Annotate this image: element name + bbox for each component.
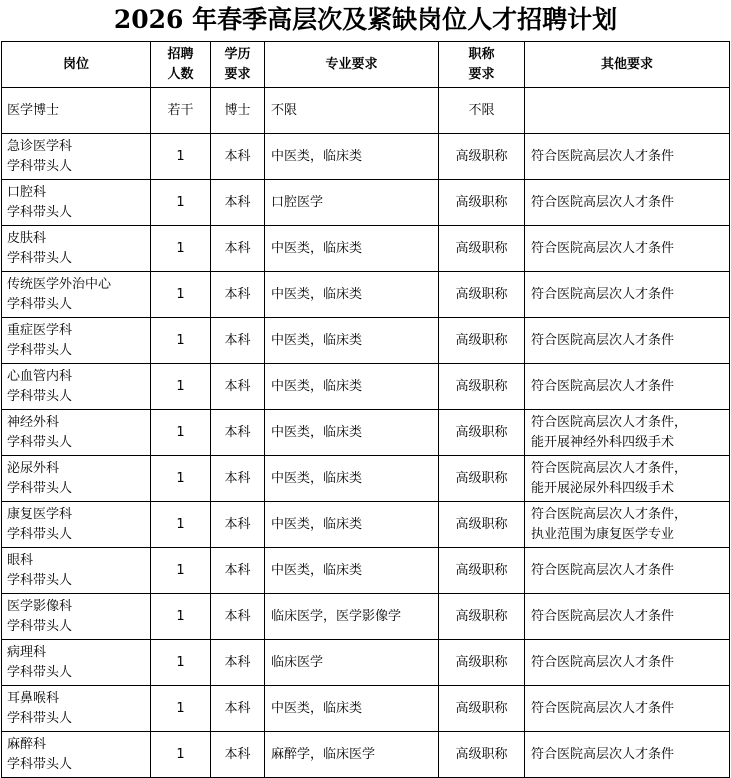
cell-education bbox=[211, 594, 265, 640]
cell-other-text: 符合医院高层次人才条件 bbox=[531, 654, 675, 670]
cell-title-rank bbox=[439, 732, 525, 778]
cell-major-text: 口腔医学 bbox=[271, 194, 324, 210]
cell-position-text: 口腔科 bbox=[7, 184, 47, 200]
cell-title-rank-text: 高级职称 bbox=[455, 286, 508, 302]
cell-other-text: 执业范围为康复医学专业 bbox=[531, 526, 675, 542]
cell-count bbox=[151, 318, 211, 364]
table-row bbox=[2, 364, 730, 410]
recruitment-table bbox=[1, 41, 730, 778]
cell-other-text: 能开展泌尿外科四级手术 bbox=[531, 480, 675, 496]
cell-major bbox=[265, 502, 439, 548]
cell-count bbox=[151, 180, 211, 226]
header-position: 岗位 bbox=[2, 42, 151, 88]
cell-other bbox=[525, 502, 730, 548]
cell-other bbox=[525, 364, 730, 410]
cell-major bbox=[265, 410, 439, 456]
cell-education-text: 本科 bbox=[224, 194, 251, 210]
cell-major-text: 中医类，临床类 bbox=[271, 470, 363, 486]
cell-position-text: 医学博士 bbox=[7, 102, 60, 118]
cell-position-text: 学科带头人 bbox=[7, 480, 73, 496]
cell-title-rank bbox=[439, 134, 525, 180]
cell-education-text: 本科 bbox=[224, 378, 251, 394]
cell-title-rank-text: 高级职称 bbox=[455, 516, 508, 532]
table-row bbox=[2, 502, 730, 548]
cell-education-text: 本科 bbox=[224, 470, 251, 486]
cell-title-rank bbox=[439, 88, 525, 134]
cell-other-text: 符合医院高层次人才条件， bbox=[531, 460, 688, 476]
cell-major-text: 中医类，临床类 bbox=[271, 332, 363, 348]
cell-education bbox=[211, 410, 265, 456]
cell-position-text: 心血管内科 bbox=[7, 368, 73, 384]
cell-count-text: 1 bbox=[176, 516, 185, 532]
cell-count-text: 1 bbox=[176, 700, 185, 716]
cell-position-text: 学科带头人 bbox=[7, 204, 73, 220]
cell-position-text: 学科带头人 bbox=[7, 618, 73, 634]
cell-other-text: 符合医院高层次人才条件 bbox=[531, 194, 675, 210]
cell-position-text: 医学影像科 bbox=[7, 598, 73, 614]
cell-title-rank bbox=[439, 456, 525, 502]
cell-count bbox=[151, 456, 211, 502]
document-title: 2026 年春季高层次及紧缺岗位人才招聘计划 bbox=[113, 5, 618, 34]
cell-count-text: 1 bbox=[176, 194, 185, 210]
cell-major bbox=[265, 134, 439, 180]
cell-title-rank-text: 高级职称 bbox=[455, 746, 508, 762]
cell-position-text: 传统医学外治中心 bbox=[7, 276, 112, 292]
cell-position-text: 学科带头人 bbox=[7, 434, 73, 450]
cell-title-rank-text: 高级职称 bbox=[455, 424, 508, 440]
cell-title-rank-text: 高级职称 bbox=[455, 654, 508, 670]
cell-title-rank bbox=[439, 548, 525, 594]
cell-major bbox=[265, 640, 439, 686]
cell-title-rank-text: 高级职称 bbox=[455, 608, 508, 624]
cell-count bbox=[151, 548, 211, 594]
cell-other bbox=[525, 640, 730, 686]
cell-major bbox=[265, 272, 439, 318]
cell-count bbox=[151, 732, 211, 778]
cell-education bbox=[211, 548, 265, 594]
cell-position bbox=[2, 548, 151, 594]
table-row bbox=[2, 88, 730, 134]
cell-other bbox=[525, 134, 730, 180]
cell-major-text: 麻醉学，临床医学 bbox=[271, 746, 376, 762]
cell-major-text: 临床医学 bbox=[271, 654, 324, 670]
cell-major bbox=[265, 88, 439, 134]
cell-other bbox=[525, 180, 730, 226]
cell-title-rank-text: 高级职称 bbox=[455, 378, 508, 394]
cell-title-rank bbox=[439, 226, 525, 272]
cell-major-text: 中医类，临床类 bbox=[271, 424, 363, 440]
cell-title-rank bbox=[439, 410, 525, 456]
cell-position bbox=[2, 456, 151, 502]
cell-major bbox=[265, 594, 439, 640]
cell-title-rank-text: 高级职称 bbox=[455, 700, 508, 716]
cell-education-text: 本科 bbox=[224, 746, 251, 762]
table-row bbox=[2, 548, 730, 594]
cell-major-text: 中医类，临床类 bbox=[271, 148, 363, 164]
cell-position bbox=[2, 640, 151, 686]
cell-title-rank bbox=[439, 502, 525, 548]
cell-position bbox=[2, 686, 151, 732]
cell-other-text: 符合医院高层次人才条件， bbox=[531, 506, 688, 522]
table-row bbox=[2, 226, 730, 272]
cell-education-text: 本科 bbox=[224, 240, 251, 256]
table-row bbox=[2, 180, 730, 226]
cell-count-text: 1 bbox=[176, 562, 185, 578]
cell-other-text: 符合医院高层次人才条件 bbox=[531, 286, 675, 302]
cell-other bbox=[525, 410, 730, 456]
cell-major bbox=[265, 456, 439, 502]
cell-education bbox=[211, 686, 265, 732]
cell-position-text: 学科带头人 bbox=[7, 342, 73, 358]
cell-other-text: 符合医院高层次人才条件 bbox=[531, 700, 675, 716]
cell-other bbox=[525, 88, 730, 134]
header-row bbox=[2, 42, 730, 88]
cell-other bbox=[525, 686, 730, 732]
cell-position-text: 学科带头人 bbox=[7, 250, 73, 266]
cell-education-text: 本科 bbox=[224, 654, 251, 670]
cell-other-text: 符合医院高层次人才条件， bbox=[531, 414, 688, 430]
cell-other-text: 符合医院高层次人才条件 bbox=[531, 746, 675, 762]
cell-major bbox=[265, 686, 439, 732]
cell-title-rank bbox=[439, 318, 525, 364]
header-count: 招聘 人数 bbox=[151, 42, 211, 88]
cell-position-text: 学科带头人 bbox=[7, 710, 73, 726]
cell-major bbox=[265, 318, 439, 364]
cell-title-rank-text: 高级职称 bbox=[455, 562, 508, 578]
cell-position-text: 重症医学科 bbox=[7, 322, 73, 338]
cell-position-text: 麻醉科 bbox=[7, 736, 47, 752]
cell-count bbox=[151, 88, 211, 134]
cell-education-text: 本科 bbox=[224, 700, 251, 716]
cell-count bbox=[151, 272, 211, 318]
cell-position bbox=[2, 226, 151, 272]
cell-count-text: 若干 bbox=[167, 102, 194, 118]
cell-education-text: 本科 bbox=[224, 424, 251, 440]
cell-major-text: 中医类，临床类 bbox=[271, 516, 363, 532]
cell-count-text: 1 bbox=[176, 608, 185, 624]
cell-count-text: 1 bbox=[176, 332, 185, 348]
cell-count-text: 1 bbox=[176, 378, 185, 394]
cell-other bbox=[525, 456, 730, 502]
cell-position bbox=[2, 502, 151, 548]
cell-position-text: 康复医学科 bbox=[7, 506, 73, 522]
cell-count-text: 1 bbox=[176, 654, 185, 670]
cell-position-text: 急诊医学科 bbox=[7, 138, 73, 154]
cell-major-text: 中医类，临床类 bbox=[271, 700, 363, 716]
cell-major-text: 中医类，临床类 bbox=[271, 240, 363, 256]
cell-count-text: 1 bbox=[176, 148, 185, 164]
cell-count bbox=[151, 502, 211, 548]
cell-major bbox=[265, 180, 439, 226]
cell-count-text: 1 bbox=[176, 746, 185, 762]
cell-education bbox=[211, 364, 265, 410]
cell-major-text: 中医类，临床类 bbox=[271, 562, 363, 578]
cell-title-rank bbox=[439, 272, 525, 318]
cell-count bbox=[151, 640, 211, 686]
cell-position-text: 耳鼻喉科 bbox=[7, 690, 60, 706]
cell-education-text: 本科 bbox=[224, 286, 251, 302]
header-education: 学历 要求 bbox=[211, 42, 265, 88]
cell-other bbox=[525, 732, 730, 778]
table-row bbox=[2, 732, 730, 778]
cell-education-text: 本科 bbox=[224, 332, 251, 348]
cell-position-text: 皮肤科 bbox=[7, 230, 47, 246]
table-row bbox=[2, 456, 730, 502]
cell-title-rank-text: 高级职称 bbox=[455, 240, 508, 256]
cell-other-text: 符合医院高层次人才条件 bbox=[531, 608, 675, 624]
cell-title-rank-text: 高级职称 bbox=[455, 332, 508, 348]
cell-title-rank bbox=[439, 180, 525, 226]
cell-other-text: 符合医院高层次人才条件 bbox=[531, 332, 675, 348]
cell-education bbox=[211, 732, 265, 778]
cell-major-text: 中医类，临床类 bbox=[271, 378, 363, 394]
cell-count bbox=[151, 134, 211, 180]
cell-position bbox=[2, 732, 151, 778]
cell-position-text: 学科带头人 bbox=[7, 158, 73, 174]
cell-major bbox=[265, 364, 439, 410]
cell-title-rank-text: 高级职称 bbox=[455, 470, 508, 486]
cell-title-rank bbox=[439, 640, 525, 686]
cell-other-text: 符合医院高层次人才条件 bbox=[531, 562, 675, 578]
cell-position-text: 学科带头人 bbox=[7, 526, 73, 542]
cell-count-text: 1 bbox=[176, 470, 185, 486]
cell-major-text: 不限 bbox=[271, 102, 298, 118]
cell-position-text: 病理科 bbox=[7, 644, 47, 660]
cell-education bbox=[211, 502, 265, 548]
cell-education-text: 本科 bbox=[224, 608, 251, 624]
cell-education-text: 本科 bbox=[224, 148, 251, 164]
cell-education bbox=[211, 318, 265, 364]
cell-major bbox=[265, 732, 439, 778]
cell-title-rank-text: 高级职称 bbox=[455, 194, 508, 210]
cell-title-rank bbox=[439, 686, 525, 732]
cell-position-text: 学科带头人 bbox=[7, 664, 73, 680]
header-title-rank: 职称 要求 bbox=[439, 42, 525, 88]
cell-position-text: 神经外科 bbox=[7, 414, 60, 430]
cell-position bbox=[2, 318, 151, 364]
cell-position-text: 眼科 bbox=[7, 552, 34, 568]
table-row bbox=[2, 640, 730, 686]
cell-other bbox=[525, 548, 730, 594]
cell-education bbox=[211, 226, 265, 272]
cell-count bbox=[151, 226, 211, 272]
cell-position bbox=[2, 88, 151, 134]
table-row bbox=[2, 134, 730, 180]
cell-education-text: 博士 bbox=[224, 102, 251, 118]
cell-major-text: 中医类，临床类 bbox=[271, 286, 363, 302]
cell-position bbox=[2, 594, 151, 640]
table-row bbox=[2, 272, 730, 318]
cell-position bbox=[2, 410, 151, 456]
table-row bbox=[2, 594, 730, 640]
cell-education bbox=[211, 180, 265, 226]
cell-position bbox=[2, 272, 151, 318]
cell-major-text: 临床医学，医学影像学 bbox=[271, 608, 402, 624]
cell-education bbox=[211, 134, 265, 180]
cell-position bbox=[2, 180, 151, 226]
cell-title-rank-text: 不限 bbox=[468, 102, 495, 118]
cell-other-text: 能开展神经外科四级手术 bbox=[531, 434, 675, 450]
cell-position-text: 学科带头人 bbox=[7, 572, 73, 588]
cell-education-text: 本科 bbox=[224, 562, 251, 578]
cell-major bbox=[265, 226, 439, 272]
cell-count bbox=[151, 686, 211, 732]
cell-count-text: 1 bbox=[176, 424, 185, 440]
cell-position-text: 学科带头人 bbox=[7, 296, 73, 312]
cell-position-text: 学科带头人 bbox=[7, 388, 73, 404]
cell-count bbox=[151, 594, 211, 640]
cell-other bbox=[525, 594, 730, 640]
cell-other bbox=[525, 226, 730, 272]
cell-count bbox=[151, 410, 211, 456]
cell-title-rank bbox=[439, 364, 525, 410]
cell-count-text: 1 bbox=[176, 240, 185, 256]
cell-major bbox=[265, 548, 439, 594]
cell-education-text: 本科 bbox=[224, 516, 251, 532]
cell-other bbox=[525, 318, 730, 364]
table-row bbox=[2, 410, 730, 456]
cell-position-text: 学科带头人 bbox=[7, 756, 73, 772]
cell-education bbox=[211, 456, 265, 502]
cell-position-text: 泌尿外科 bbox=[7, 460, 60, 476]
table-row bbox=[2, 318, 730, 364]
cell-title-rank bbox=[439, 594, 525, 640]
cell-education bbox=[211, 640, 265, 686]
cell-title-rank-text: 高级职称 bbox=[455, 148, 508, 164]
cell-position bbox=[2, 364, 151, 410]
cell-count-text: 1 bbox=[176, 286, 185, 302]
header-other: 其他要求 bbox=[525, 42, 730, 88]
table-row bbox=[2, 686, 730, 732]
cell-education bbox=[211, 272, 265, 318]
cell-other-text: 符合医院高层次人才条件 bbox=[531, 148, 675, 164]
cell-count bbox=[151, 364, 211, 410]
cell-other bbox=[525, 272, 730, 318]
cell-other-text: 符合医院高层次人才条件 bbox=[531, 378, 675, 394]
cell-other-text: 符合医院高层次人才条件 bbox=[531, 240, 675, 256]
header-major: 专业要求 bbox=[265, 42, 439, 88]
cell-education bbox=[211, 88, 265, 134]
cell-position bbox=[2, 134, 151, 180]
